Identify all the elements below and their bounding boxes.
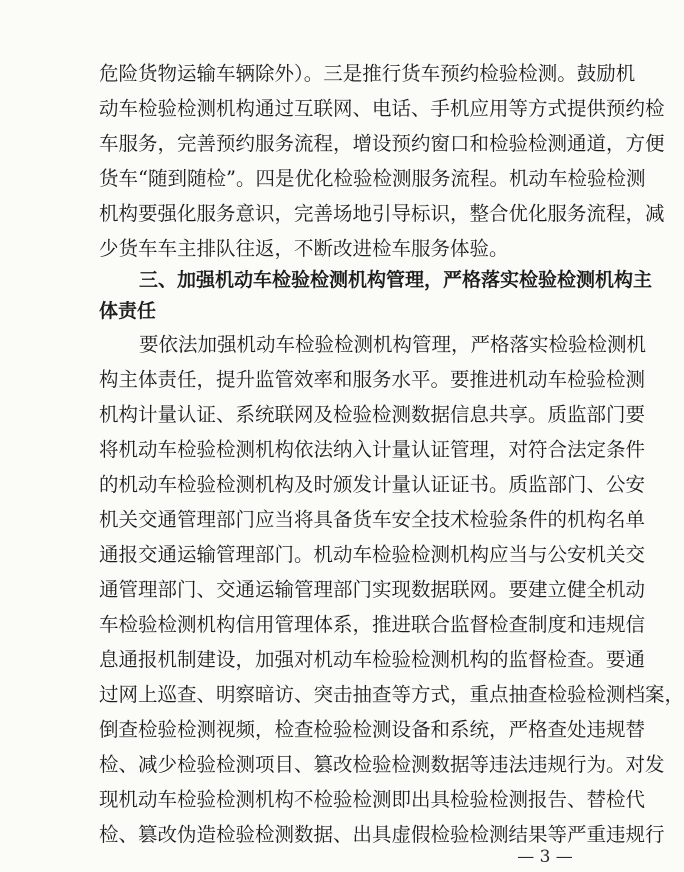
body-text-line: 构主体责任，提升监管效率和服务水平。要推进机动车检验检测	[99, 368, 646, 391]
body-text-line: 货车“随到随检”。四是优化检验检测服务流程。机动车检验检测	[99, 167, 646, 190]
body-text-line: 通管理部门、交通运输管理部门实现数据联网。要建立健全机动	[99, 578, 646, 601]
body-text-line: 危险货物运输车辆除外）。三是推行货车预约检验检测。鼓励机	[99, 62, 636, 85]
section-heading-line: 体责任	[99, 300, 157, 322]
body-text-line: 机构计量认证、系统联网及检验检测数据信息共享。质监部门要	[99, 403, 646, 426]
section-heading-line: 三、加强机动车检验检测机构管理，严格落实检验检测机构主	[139, 269, 653, 291]
page-number: — 3 —	[517, 847, 573, 867]
body-text-line: 要依法加强机动车检验检测机构管理，严格落实检验检测机	[139, 333, 647, 356]
body-text-line: 通报交通运输管理部门。机动车检验检测机构应当与公安机关交	[99, 543, 646, 566]
body-text-line: 机关交通管理部门应当将具备货车安全技术检验条件的机构名单	[99, 508, 646, 531]
body-text-line: 倒查检验检测视频，检查检验检测设备和系统，严格查处违规替	[99, 718, 646, 741]
body-text-line: 少货车车主排队往返，不断改进检车服务体验。	[99, 237, 509, 260]
body-text-line: 机构要强化服务意识，完善场地引导标识，整合优化服务流程，减	[99, 202, 665, 225]
body-text-line: 将机动车检验检测机构依法纳入计量认证管理，对符合法定条件	[99, 438, 646, 461]
body-text-line: 过网上巡查、明察暗访、突击抽查等方式，重点抽查检验检测档案，	[99, 683, 684, 706]
body-text-line: 现机动车检验检测机构不检验检测即出具检验检测报告、替检代	[99, 788, 646, 811]
body-text-line: 车检验检测机构信用管理体系，推进联合监督检查制度和违规信	[99, 613, 646, 636]
body-text-line: 检、减少检验检测项目、篡改检验检测数据等违法违规行为。对发	[99, 753, 665, 776]
body-text-line: 动车检验检测机构通过互联网、电话、手机应用等方式提供预约检	[99, 97, 665, 120]
body-text-line: 的机动车检验检测机构及时颁发计量认证证书。质监部门、公安	[99, 473, 646, 496]
body-text-line: 车服务，完善预约服务流程，增设预约窗口和检验检测通道，方便	[99, 132, 665, 155]
body-text-line: 息通报机制建设，加强对机动车检验检测机构的监督检查。要通	[99, 648, 646, 671]
body-text-line: 检、篡改伪造检验检测数据、出具虚假检验检测结果等严重违规行	[99, 823, 665, 846]
